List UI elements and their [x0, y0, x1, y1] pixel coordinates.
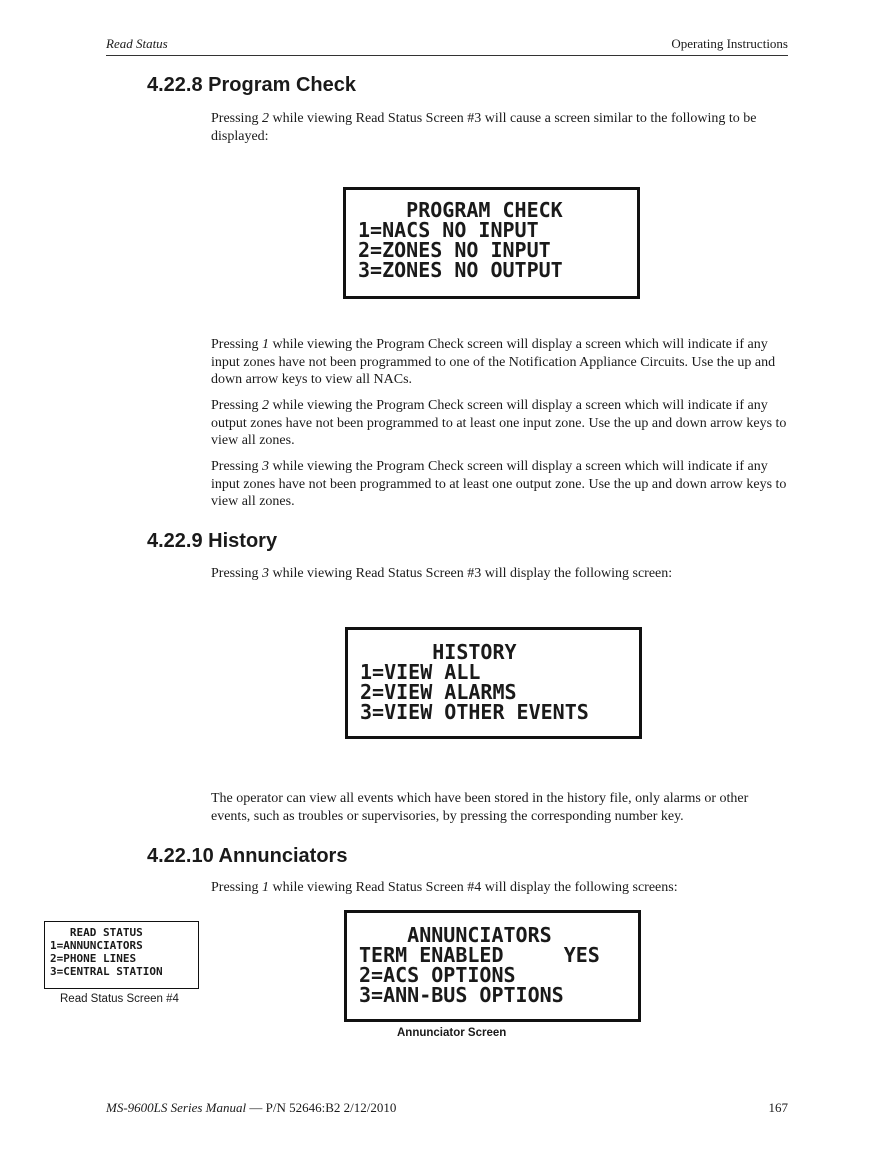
annunciators-intro: Pressing 1 while viewing Read Status Screen #4 will display the following screens: [211, 880, 678, 895]
lcd-line: 2=ZONES NO INPUT [358, 238, 551, 262]
program-check-p3: Pressing 3 while viewing the Program Check screen will display a screen which will indicate if any input zones have not been programmed to at least one output zone. Use the up and down arrow keys to view all zones. [211, 459, 787, 509]
lcd-line: 3=VIEW OTHER EVENTS [360, 700, 589, 724]
caption-read-status-4: Read Status Screen #4 [60, 993, 179, 1005]
lcd-read-status-4 [44, 921, 199, 989]
lcd-line: 1=ANNUNCIATORS [50, 939, 143, 952]
caption-annunciator-screen: Annunciator Screen [397, 1027, 507, 1039]
lcd-line: HISTORY [360, 640, 517, 664]
lcd-line: 1=NACS NO INPUT [358, 218, 539, 242]
lcd-line: 3=ANN-BUS OPTIONS [359, 983, 564, 1007]
lcd-line: READ STATUS [50, 926, 143, 939]
lcd-history [345, 627, 642, 739]
program-check-p1: Pressing 1 while viewing the Program Check screen will display a screen which will indicate if any input zones have not been programmed to one of the Notification Appliance Circuits. Use the up and down arrow keys to view all NACs. [211, 337, 776, 387]
lcd-line: 3=ZONES NO OUTPUT [358, 258, 563, 282]
program-check-p2: Pressing 2 while viewing the Program Check screen will display a screen which will indicate if any output zones have not been programmed to at least one input zone. Use the up and down arrow keys to view all zones. [211, 398, 787, 448]
lcd-line: 2=VIEW ALARMS [360, 680, 517, 704]
history-p1: The operator can view all events which have been stored in the history file, only alarms or other events, such as troubles or supervisories, by pressing the corresponding number key. [211, 791, 749, 824]
lcd-line: TERM ENABLED YES [359, 943, 600, 967]
lcd-line: ANNUNCIATORS [359, 923, 552, 947]
running-header-chapter: Operating Instructions [671, 36, 788, 51]
running-header-section: Read Status [106, 36, 168, 51]
lcd-program-check [343, 187, 640, 299]
heading-history: 4.22.9 History [147, 530, 278, 552]
history-intro: Pressing 3 while viewing Read Status Screen #3 will display the following screen: [211, 566, 673, 581]
lcd-line: 2=ACS OPTIONS [359, 963, 516, 987]
lcd-line: 1=VIEW ALL [360, 660, 481, 684]
page-number: 167 [768, 1100, 788, 1115]
header-rule [106, 55, 788, 56]
program-check-intro: Pressing 2 while viewing Read Status Screen #3 will cause a screen similar to the following to be displayed: [211, 111, 757, 144]
footer-manual-info: MS-9600LS Series Manual — P/N 52646:B2 2/12/2010 [106, 1100, 397, 1115]
lcd-annunciators [344, 910, 641, 1022]
heading-annunciators: 4.22.10 Annunciators [147, 845, 348, 867]
lcd-line: 2=PHONE LINES [50, 952, 137, 965]
lcd-line: 3=CENTRAL STATION [50, 965, 163, 978]
lcd-line: PROGRAM CHECK [358, 198, 563, 222]
heading-program-check: 4.22.8 Program Check [147, 74, 356, 96]
